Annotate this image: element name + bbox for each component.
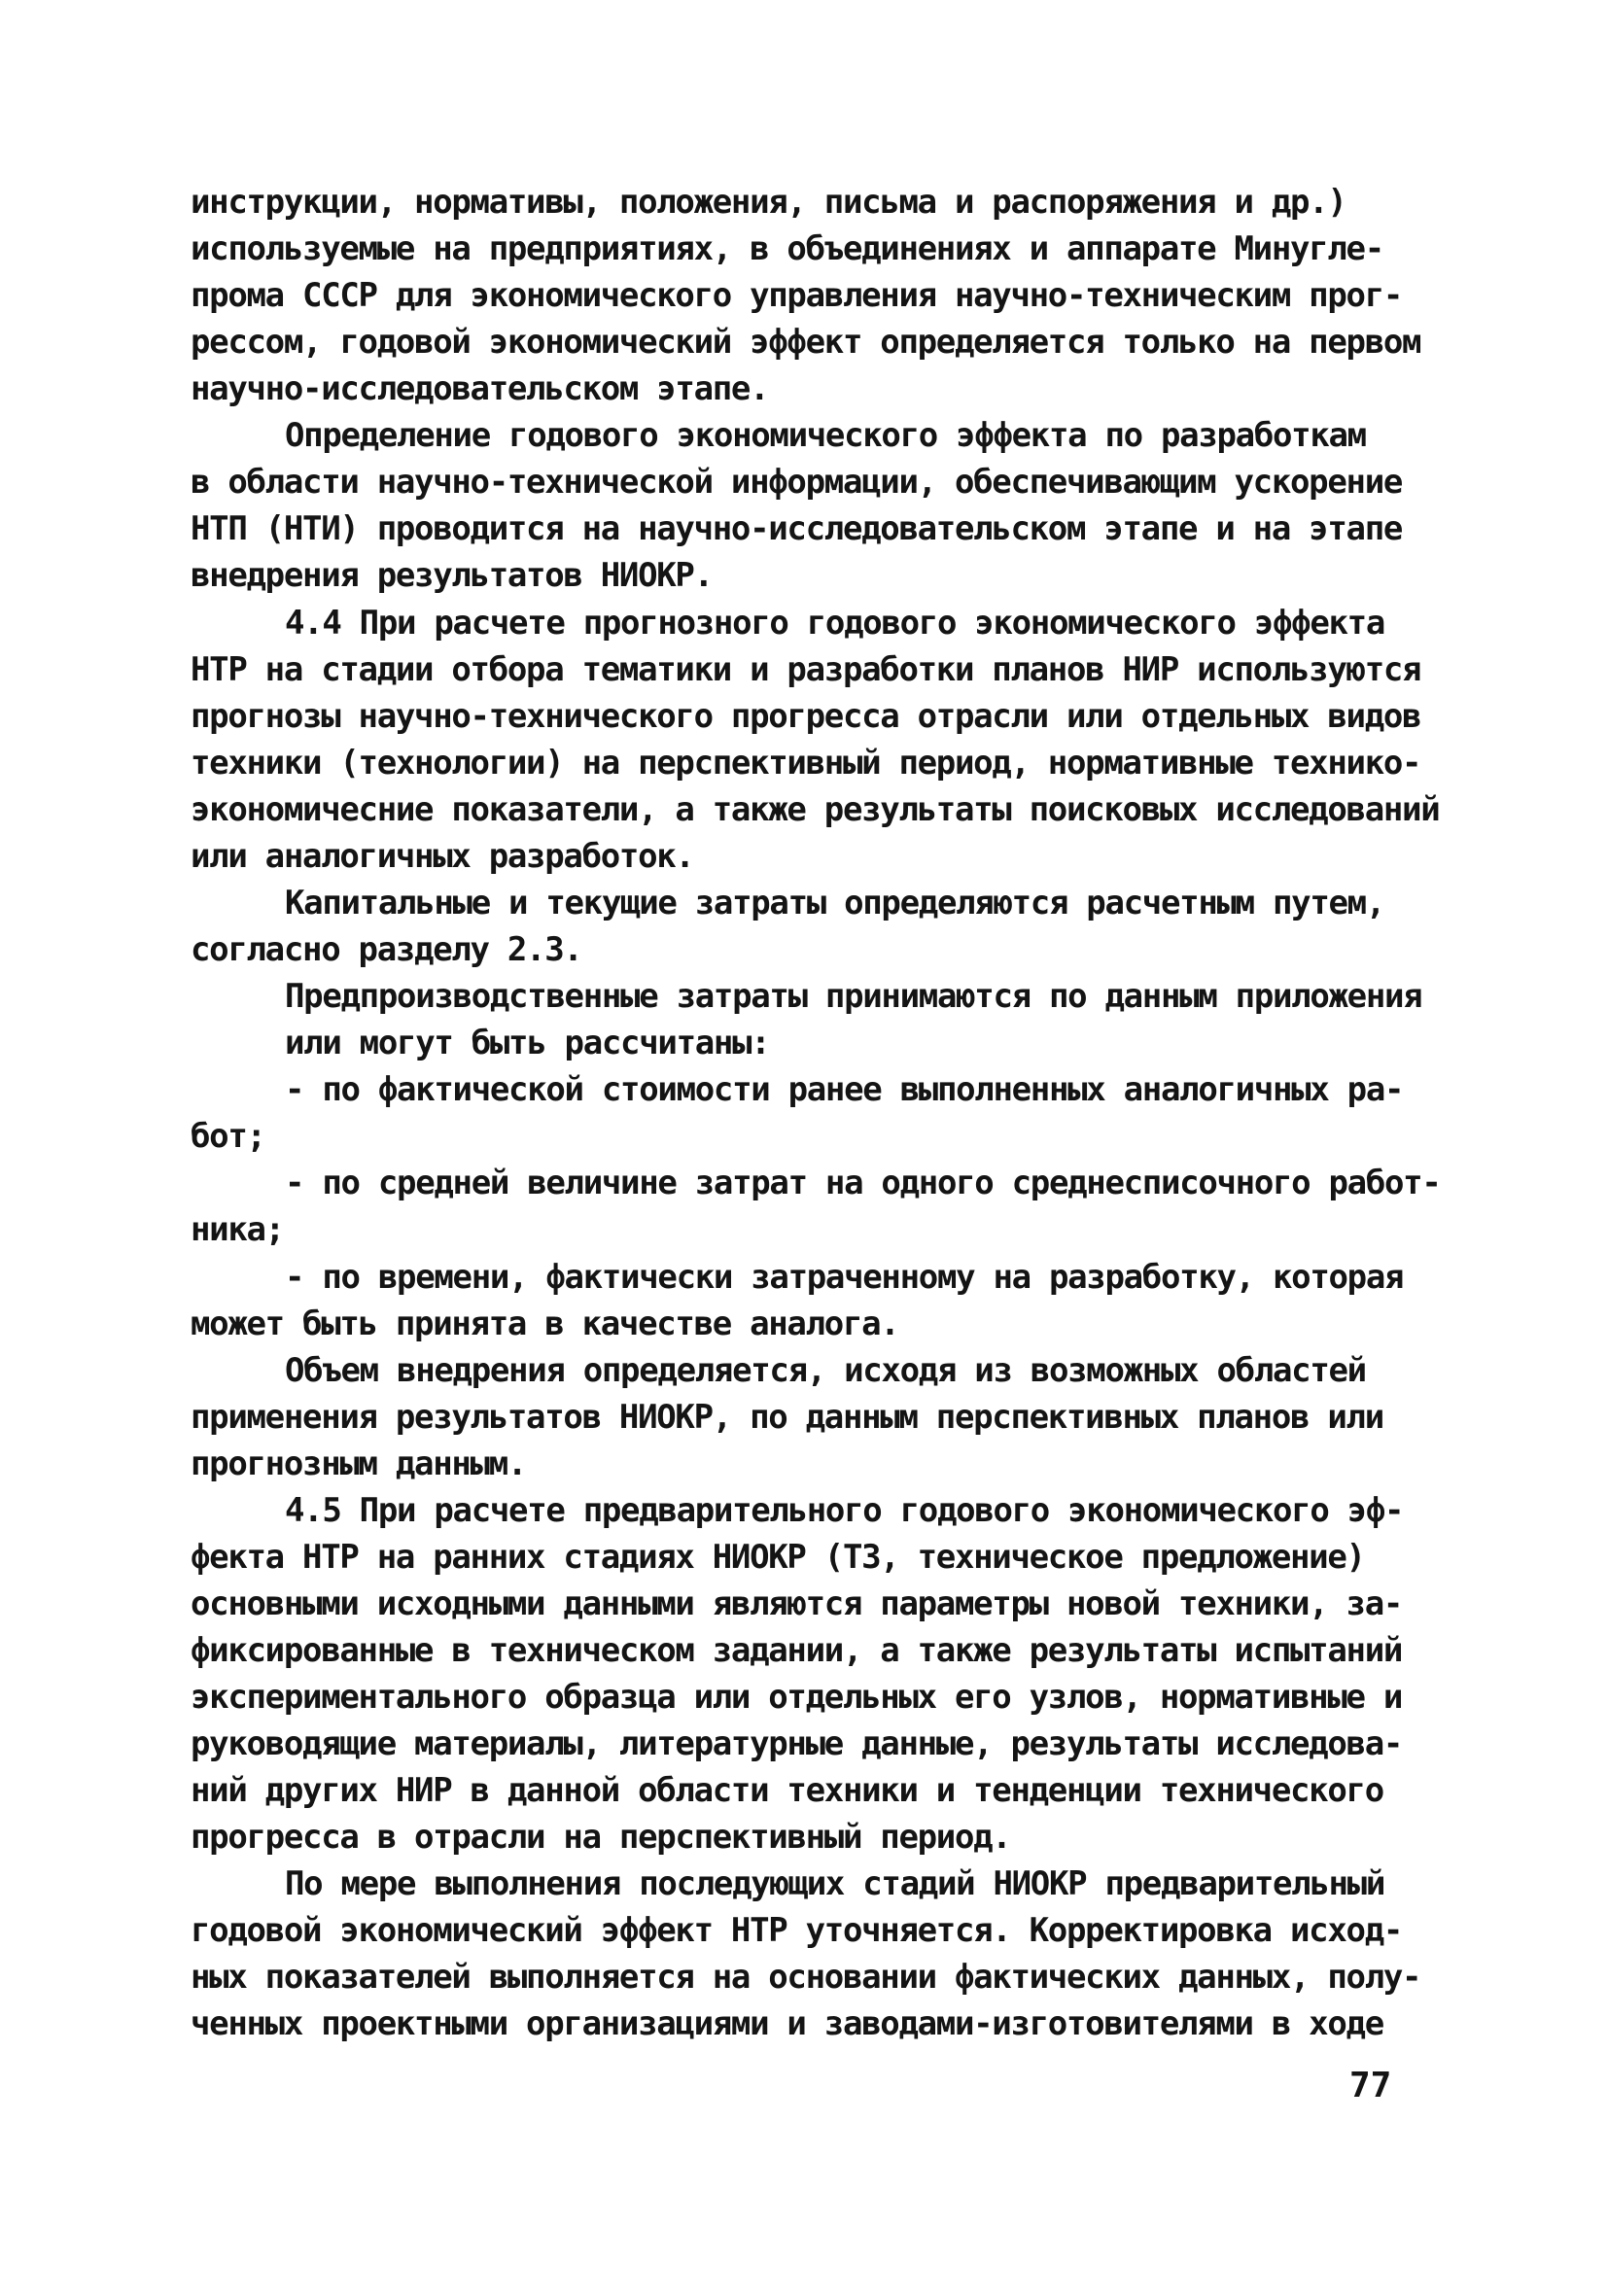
- text-line: бот;: [191, 1117, 265, 1156]
- text-line: инструкции, нормативы, положения, письма и распоряжения и др.): [191, 183, 1346, 222]
- text-line: 4.5 При расчете предварительного годового экономического эф-: [285, 1491, 1404, 1530]
- text-line: в области научно-технической информации, обеспечивающим ускорение: [191, 463, 1403, 502]
- text-line: экономичесние показатели, а также результаты поисковых исследований: [191, 790, 1440, 829]
- text-line: согласно разделу 2.3.: [191, 930, 582, 969]
- text-line: Объем внедрения определяется, исходя из возможных областей: [285, 1351, 1366, 1390]
- text-line: НТП (НТИ) проводится на научно-исследовательском этапе и на этапе: [191, 509, 1403, 548]
- text-line: или аналогичных разработок.: [191, 837, 694, 876]
- text-line: НТР на стадии отбора тематики и разработки планов НИР используются: [191, 650, 1421, 689]
- page-number: 77: [1349, 2066, 1392, 2105]
- text-line: Капитальные и текущие затраты определяются расчетным путем,: [285, 884, 1385, 922]
- text-line: - по средней величине затрат на одного среднесписочного работ-: [285, 1164, 1441, 1202]
- text-line: применения результатов НИОКР, по данным перспективных планов или: [191, 1398, 1383, 1437]
- text-line: внедрения результатов НИОКР.: [191, 556, 713, 595]
- text-line: - по времени, фактически затраченному на разработку, которая: [285, 1258, 1404, 1297]
- text-line: Определение годового экономического эффекта по разработкам: [285, 416, 1366, 455]
- text-line: прогресса в отрасли на перспективный период.: [191, 1818, 1011, 1857]
- text-line: фекта НТР на ранних стадиях НИОКР (ТЗ, техническое предложение): [191, 1538, 1365, 1577]
- text-line: экспериментального образца или отдельных его узлов, нормативные и: [191, 1678, 1403, 1717]
- text-line: ника;: [191, 1210, 284, 1249]
- text-line: руководящие материалы, литературные данные, результаты исследова-: [191, 1724, 1403, 1763]
- text-line: Предпроизводственные затраты принимаются по данным приложения: [285, 977, 1422, 1016]
- text-line: прогнозным данным.: [191, 1444, 527, 1483]
- text-line: 4.4 При расчете прогнозного годового экономического эффекта: [285, 604, 1385, 643]
- text-line: рессом, годовой экономический эффект определяется только на первом: [191, 323, 1421, 362]
- text-line: ний других НИР в данной области техники и тенденции технического: [191, 1771, 1383, 1810]
- text-line: прогнозы научно-технического прогресса отрасли или отдельных видов: [191, 697, 1421, 736]
- text-line: - по фактической стоимости ранее выполненных аналогичных ра-: [285, 1070, 1404, 1109]
- text-line: основными исходными данными являются параметры новой техники, за-: [191, 1584, 1403, 1623]
- text-line: фиксированные в техническом задании, а также результаты испытаний: [191, 1631, 1403, 1670]
- text-line: научно-исследовательском этапе.: [191, 369, 769, 408]
- text-line: ченных проектными организациями и заводами-изготовителями в ходе: [191, 2004, 1383, 2043]
- text-line: может быть принята в качестве аналога.: [191, 1305, 899, 1343]
- text-line: ных показателей выполняется на основании фактических данных, полу-: [191, 1958, 1421, 1997]
- text-line: используемые на предприятиях, в объединениях и аппарате Минугле-: [191, 229, 1383, 268]
- text-line: годовой экономический эффект НТР уточняется. Корректировка исход-: [191, 1911, 1403, 1950]
- text-line: прома СССР для экономического управления научно-техническим прог-: [191, 276, 1403, 315]
- text-line: техники (технологии) на перспективный период, нормативные технико-: [191, 744, 1421, 783]
- text-line: или могут быть рассчитаны:: [285, 1024, 770, 1062]
- text-line: По мере выполнения последующих стадий НИОКР предварительный: [285, 1864, 1385, 1903]
